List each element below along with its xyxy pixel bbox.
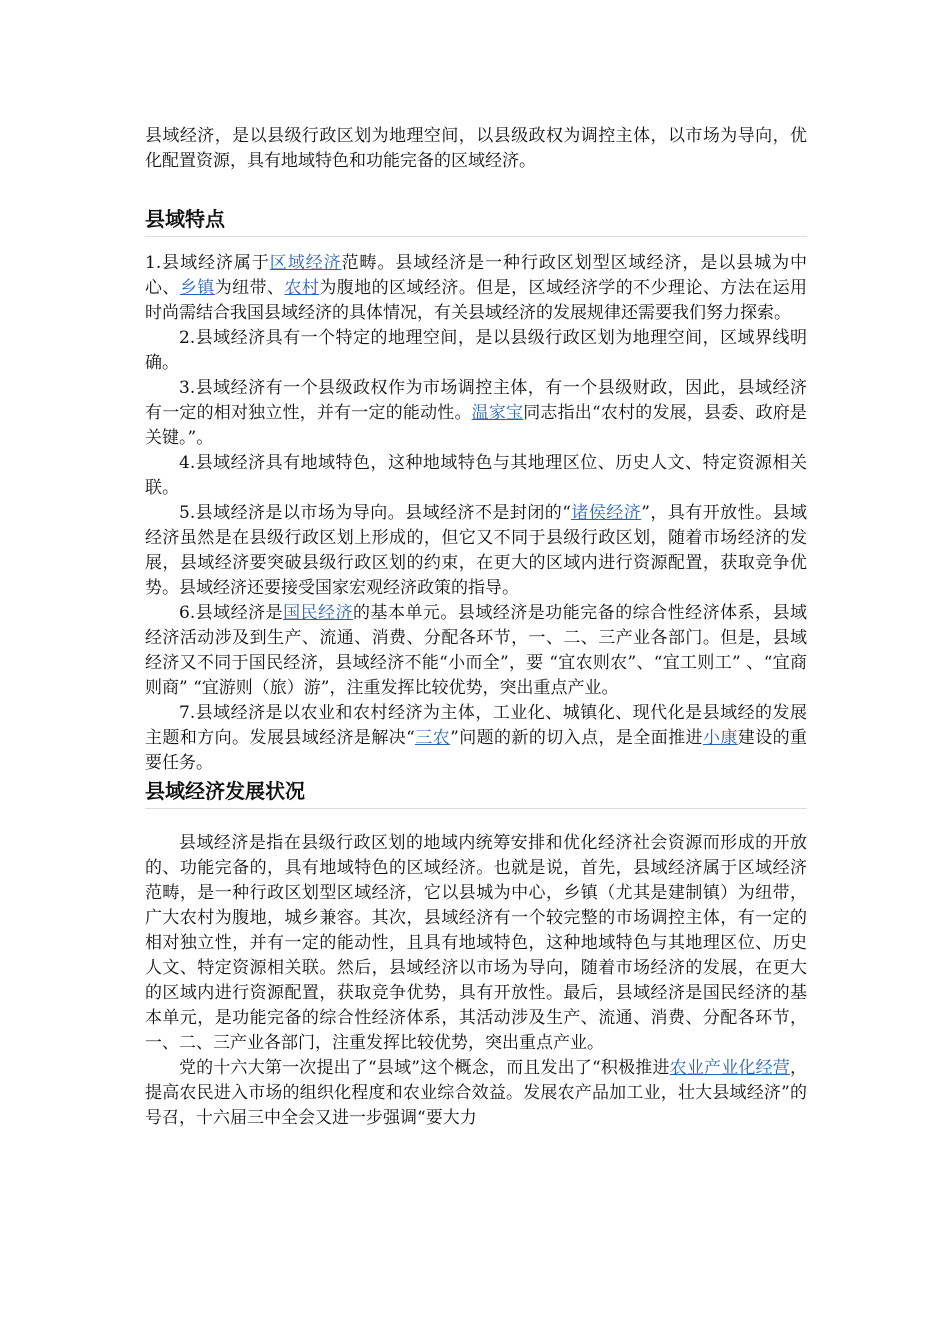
text: 同志指出“农村的发展，县委、政府是关键。”。 bbox=[145, 403, 807, 448]
feature-paragraph-4: 4.县域经济具有地域特色，这种地域特色与其地理区位、历史人文、特定资源相关联。 bbox=[145, 453, 807, 498]
feature-paragraph-2: 2.县域经济具有一个特定的地理空间，是以县级行政区划为地理空间，区域界线明确。 bbox=[145, 328, 807, 373]
feature-paragraph-1 bbox=[145, 251, 807, 326]
feature-paragraph-6 bbox=[145, 601, 807, 701]
text: 5.县域经济是以市场为导向。县域经济不是封闭的“ bbox=[179, 503, 571, 523]
text: 1.县域经济属于 bbox=[145, 253, 270, 273]
link-xiaokang[interactable]: 小康 bbox=[702, 728, 738, 748]
text: ”问题的新的切入点，是全面推进 bbox=[450, 728, 703, 748]
intro-paragraph: 县域经济，是以县级行政区划为地理空间，以县级政权为调控主体，以市场为导向，优化配置资源，具有地域特色和功能完备的区域经济。 bbox=[145, 126, 807, 171]
link-township[interactable]: 乡镇 bbox=[179, 278, 215, 298]
section-heading-development-status: 县域经济发展状况 bbox=[145, 776, 807, 809]
text: 6.县域经济是 bbox=[179, 603, 284, 623]
text: 的基本单元。县域经济是功能完备的综合性经济体系，县域经济活动涉及到生产、流通、消费、分配各环节，一、二、三产业各部门。但是，县域经济又不同于国民经济，县域经济不能“小而全”，要 “宜农则农”、“宜工则工” 、“宜商则商” “宜游则（旅）游”，注重发挥比较优势，突出重点产业。 bbox=[145, 603, 807, 698]
section-heading-county-features: 县域特点 bbox=[145, 204, 807, 237]
document-page bbox=[145, 124, 807, 1131]
link-countryside[interactable]: 农村 bbox=[284, 278, 320, 298]
text: 7.县域经济是以农业和农村经济为主体，工业化、城镇化、现代化是县域经的发展主题和方向。发展县域经济是解决“ bbox=[145, 703, 807, 748]
feature-paragraph-7 bbox=[145, 701, 807, 776]
feature-paragraph-5 bbox=[145, 501, 807, 601]
text: 为纽带、 bbox=[214, 278, 285, 298]
text: 党的十六大第一次提出了“县域”这个概念，而且发出了“积极推进 bbox=[179, 1058, 670, 1078]
link-regional-economy[interactable]: 区域经济 bbox=[269, 253, 342, 273]
link-wen-jiabao[interactable]: 温家宝 bbox=[471, 403, 524, 423]
link-national-economy[interactable]: 国民经济 bbox=[283, 603, 354, 623]
text: 3.县域经济有一个县级政权作为市场调控主体，有一个县级财政，因此，县域经济有一定的相对独立性，并有一定的能动性。 bbox=[145, 378, 807, 423]
link-three-rural-issues[interactable]: 三农 bbox=[414, 728, 451, 748]
feature-paragraph-3 bbox=[145, 376, 807, 451]
link-agri-industrialization[interactable]: 农业产业化经营 bbox=[669, 1058, 790, 1078]
status-paragraph-2 bbox=[145, 1056, 807, 1131]
link-feudal-economy[interactable]: 诸侯经济 bbox=[570, 503, 642, 523]
text: 为腹地的区域经济。但是，区域经济学的不少理论、方法在运用时尚需结合我国县域经济的具体情况，有关县域经济的发展规律还需要我们努力探索。 bbox=[145, 278, 808, 323]
text: 范畴。县域经济是一种行政区划型区域经济，是以县城为中心、 bbox=[145, 253, 808, 298]
text: ，提高农民进入市场的组织化程度和农业综合效益。发展农产品加工业，壮大县域经济”的号召，十六届三中全会又进一步强调“要大力 bbox=[145, 1058, 807, 1128]
text: 建设的重要任务。 bbox=[145, 728, 808, 773]
text: ”，具有开放性。县域经济虽然是在县级行政区划上形成的，但它又不同于县级行政区划，随着市场经济的发展，县域经济要突破县级行政区划的约束，在更大的区域内进行资源配置，获取竞争优势。县域经济还要接受国家宏观经济政策的指导。 bbox=[145, 503, 807, 598]
status-paragraph-1: 县域经济是指在县级行政区划的地域内统筹安排和优化经济社会资源而形成的开放的、功能完备的，具有地域特色的区域经济。也就是说，首先，县域经济属于区域经济范畴，是一种行政区划型区域经济，它以县城为中心，乡镇（尤其是建制镇）为纽带，广大农村为腹地，城乡兼容。其次，县域经济有一个较完整的市场调控主体，有一定的相对独立性，并有一定的能动性，且具有地域特色，这种地域特色与其地理区位、历史人文、特定资源相关联。然后，县域经济以市场为导向，随着市场经济的发展，在更大的区域内进行资源配置，获取竞争优势，具有开放性。最后，县域经济是国民经济的基本单元，是功能完备的综合性经济体系，其活动涉及生产、流通、消费、分配各环节，一、二、三产业各部门，注重发挥比较优势，突出重点产业。 bbox=[145, 833, 807, 1053]
